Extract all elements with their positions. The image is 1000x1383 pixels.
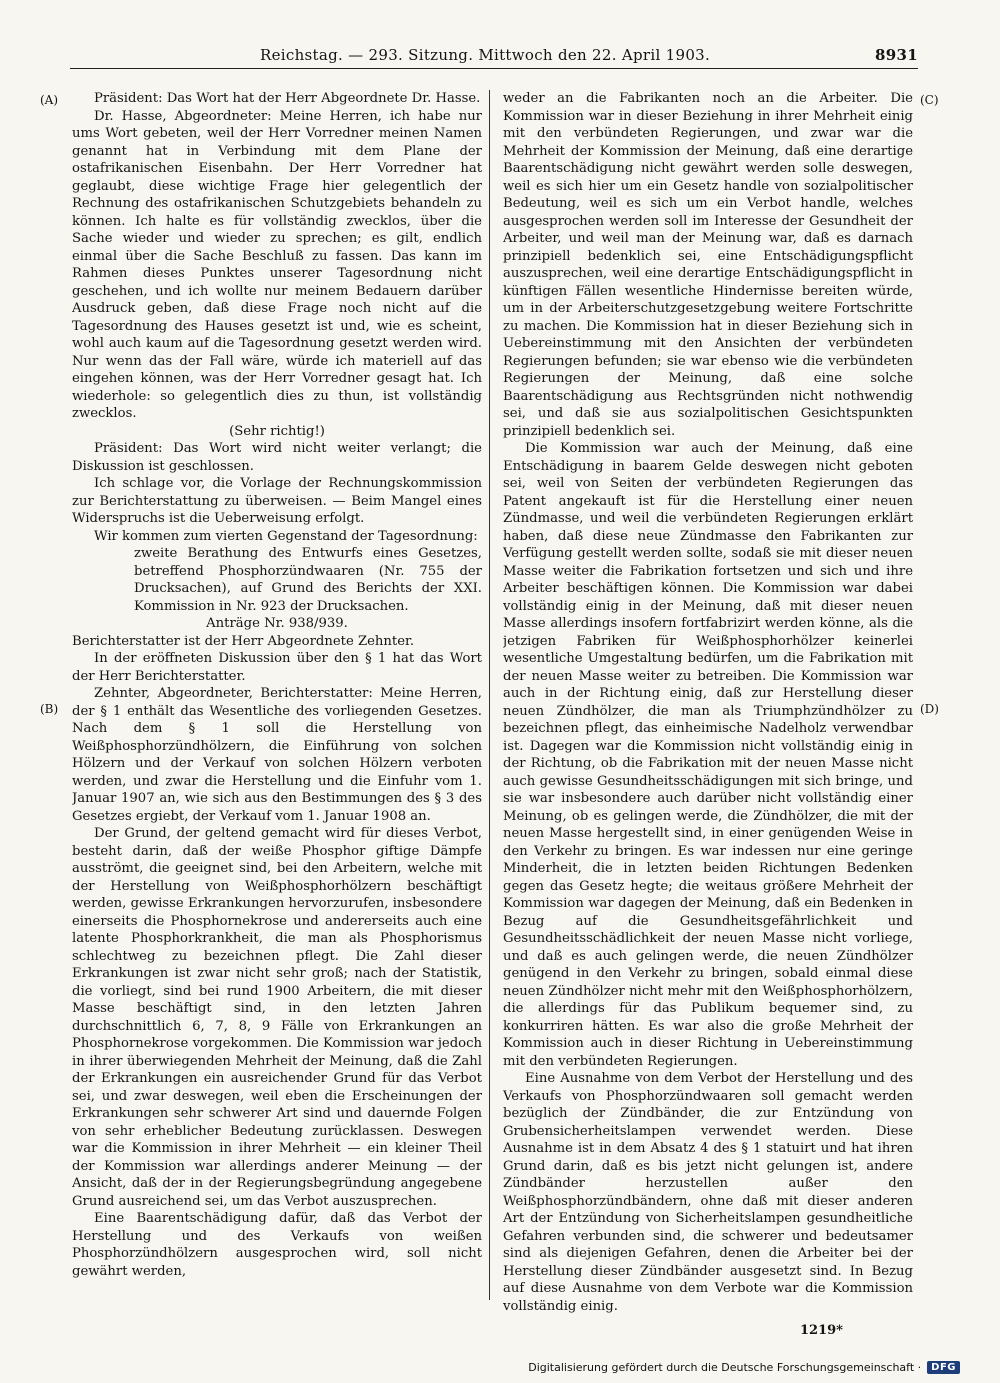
paragraph: Präsident: Das Wort wird nicht weiter verlangt; die Diskussion ist geschlossen. bbox=[72, 441, 482, 474]
signature-mark: 1219* bbox=[800, 1323, 843, 1338]
paragraph: weder an die Fabrikanten noch an die Arbeiter. Die Kommission war in dieser Beziehung in ihrer Mehrheit einig mit den verbündeten Regierungen, und zwar war die Mehrheit der Kommission der Meinung, daß eine derartige Baarentschädigung nicht gewährt werden solle deswegen, weil es sich hier um ein Gesetz handle von sozialpolitischer Bedeutung, weil es sich um ein Verbot handle, welches ausgesprochen werden soll im Interesse der Gesundheit der Arbeiter, und weil man der Meinung war, daß es darnach prinzipiell bedenklich sei, eine Entschädigungspflicht auszusprechen, weil eine derartige Entschädigungspflicht in künftigen Fällen wesentliche Hindernisse bereiten würde, um in der Arbeiterschutzgesetzgebung weitere Fortschritte zu machen. Die Kommission hat in dieser Beziehung sich in Uebereinstimmung mit den Ansichten der verbündeten Regierungen befunden; sie war ebenso wie die verbündeten Regierungen der Meinung, daß eine solche Baarentschädigung aus Rechtsgründen nicht nothwendig sei, und daß sie aus sozialpolitischen Gesichtspunkten prinzipiell bedenklich sei. bbox=[503, 91, 913, 439]
paragraph: Die Kommission war auch der Meinung, daß eine Entschädigung in baarem Gelde deswegen nicht geboten sei, weil von Seiten der verbündeten Regierungen das Patent angekauft ist für die Herstellung einer neuen Zündmasse, und weil die verbündeten Regierungen erklärt haben, daß diese neue Zündmasse den Fabrikanten zur Verfügung gestellt werden sollte, sodaß sie mit dieser neuen Masse weiter die Fabrikation fortsetzen und sich und ihre Arbeiter beschäftigen können. Die Kommission war dabei vollständig einig in der Meinung, daß mit dieser neuen Masse allerdings insofern fortfabrizirt werden könne, als die jetzigen Fabriken für Weißphosphorhölzer keinerlei wesentliche Umgestaltung bedürfen, um die Fabrikation mit der neuen Masse weiter zu betreiben. Die Kommission war auch in der Richtung einig, daß zur Herstellung dieser neuen Zündhölzer, die man als Triumphzündhölzer zu bezeichnen pflegt, das einheimische Nadelholz verwendbar ist. Dagegen war die Kommission nicht vollständig einig in der Richtung, ob die Fabrikation mit der neuen Masse nicht auch gewisse Gesundheitsschädigungen mit sich bringe, und sie war insbesondere auch darüber nicht vollständig einer Meinung, ob es gelingen werde, die Zündhölzer, die mit der neuen Masse hergestellt sind, in einer genügenden Weise in den Verkehr zu bringen. Es war indessen nur eine geringe Minderheit, die in letzten beiden Richtungen Bedenken gegen das Gesetz hegte; die weitaus größere Mehrheit der Kommission war dagegen der Meinung, daß ein Bedenken in Bezug auf die Gesundheitsgefährlichkeit und Gesundheitsschädlichkeit der neuen Masse nicht vorliege, und daß es auch gelingen werde, die neuen Zündhölzer genügend in den Verkehr zu bringen, sobald einmal diese neuen Zündhölzer nicht mehr mit den Weißphosphorhölzern, die allerdings für das Publikum bequemer sind, zu konkurriren hätten. Es war also die große Mehrheit der Kommission auch in dieser Richtung in Uebereinstimmung mit den verbündeten Regierungen. bbox=[503, 441, 913, 1069]
right-column bbox=[503, 90, 913, 1320]
paragraph: Der Grund, der geltend gemacht wird für dieses Verbot, besteht darin, daß der weiße Phosphor giftige Dämpfe ausströmt, die geeignet sind, bei den Arbeitern, welche mit der Herstellung von Weißphosphorhölzern beschäftigt werden, gewisse Erkrankungen hervorzurufen, insbesondere einerseits die Phosphornekrose und andererseits auch eine latente Phosphorkrankheit, die man als Phosphorismus schlechtweg zu bezeichnen pflegt. Die Zahl dieser Erkrankungen ist zwar nicht sehr groß; nach der Statistik, die vorliegt, sind bei rund 1900 Arbeitern, die mit dieser Masse beschäftigt sind, in den letzten Jahren durchschnittlich 6, 7, 8, 9 Fälle von Erkrankungen an Phosphornekrose vorgekommen. Die Kommission war jedoch in ihrer überwiegenden Mehrheit der Meinung, daß die Zahl der Erkrankungen ein ausreichender Grund für das Verbot sei, und zwar deswegen, weil eben die Erscheinungen der Erkrankungen sehr schwerer Art sind und dauernde Folgen von sehr erheblicher Bedeutung zurücklassen. Deswegen war die Kommission in ihrer Mehrheit — ein kleiner Theil der Kommission war allerdings anderer Meinung — der Ansicht, daß der in der Regierungsbegründung angegebene Grund ausreichend sei, um das Verbot auszusprechen. bbox=[72, 826, 482, 1209]
paragraph: Anträge Nr. 938/939. bbox=[206, 616, 348, 631]
paragraph: Eine Baarentschädigung dafür, daß das Verbot der Herstellung und des Verkaufs von weißen Phosphorzündhölzern ausgesprochen wird, soll nicht gewährt werden, bbox=[72, 1211, 482, 1279]
margin-letter-a: (A) bbox=[40, 93, 59, 107]
paragraph: Berichterstatter ist der Herr Abgeordnete Zehnter. bbox=[72, 633, 415, 649]
paragraph: Ich schlage vor, die Vorlage der Rechnungskommission zur Berichterstattung zu überweisen. — Beim Mangel eines Widerspruchs ist die Ueberweisung erfolgt. bbox=[72, 476, 482, 526]
paragraph: Wir kommen zum vierten Gegenstand der Tagesordnung: bbox=[94, 528, 478, 544]
paragraph: In der eröffneten Diskussion über den § 1 hat das Wort der Herr Berichterstatter. bbox=[72, 651, 482, 684]
column-divider bbox=[489, 90, 490, 1300]
paragraph: (Sehr richtig!) bbox=[229, 423, 325, 439]
paragraph: Eine Ausnahme von dem Verbot der Herstellung und des Verkaufs von Phosphorzündwaaren soll gemacht werden bezüglich der Zündbänder, die zur Entzündung von Grubensicherheitslampen verwendet werden. Diese Ausnahme ist in dem Absatz 4 des § 1 statuirt und hat ihren Grund darin, daß es bis jetzt nicht gelungen ist, andere Zündbänder herzustellen außer den Weißphosphorzündbändern, ohne daß mit dieser anderen Art der Entzündung von Sicherheitslampen gesundheitliche Gefahren verbunden sind, die schwerer und bedeutsamer sind als diejenigen Gefahren, denen die Arbeiter bei der Herstellung dieser Zündbänder ausgesetzt sind. In Bezug auf diese Ausnahme von dem Verbote war die Kommission vollständig einig. bbox=[503, 1071, 913, 1314]
page-header bbox=[70, 44, 918, 69]
running-title: Reichstag. — 293. Sitzung. Mittwoch den 22. April 1903. bbox=[260, 46, 711, 64]
margin-letter-b: (B) bbox=[40, 702, 59, 716]
footer bbox=[528, 1361, 960, 1374]
paragraph: Präsident: Das Wort hat der Herr Abgeordnete Dr. Hasse. bbox=[94, 91, 481, 106]
footer-credit: Digitalisierung gefördert durch die Deutsche Forschungsgemeinschaft · bbox=[528, 1361, 922, 1374]
paragraph: zweite Berathung des Entwurfs eines Gesetzes, betreffend Phosphorzündwaaren (Nr. 755 der Drucksachen), auf Grund des Berichts der XXI. Kommission in Nr. 923 der Drucksachen. bbox=[134, 546, 482, 614]
dfg-logo: DFG bbox=[927, 1361, 960, 1374]
page-number: 8931 bbox=[875, 46, 918, 64]
margin-letter-c: (C) bbox=[920, 93, 939, 107]
paragraph: Dr. Hasse, Abgeordneter: Meine Herren, ich habe nur ums Wort gebeten, weil der Herr Vorredner meinen Namen genannt hat in Verbindung mit dem Plane der ostafrikanischen Eisenbahn. Der Herr Vorredner hat geglaubt, diese wichtige Frage hier gelegentlich der Rechnung des ostafrikanischen Schutzgebiets behandeln zu können. Ich halte es für vollständig zwecklos, über die Sache wieder und wieder zu sprechen; es gilt, endlich einmal über die Sache Beschluß zu fassen. Das kann im Rahmen dieses Punktes unserer Tagesordnung nicht geschehen, und ich wollte nur meinem Bedauern darüber Ausdruck geben, daß diese Frage noch nicht auf die Tagesordnung des Hauses gesetzt ist und, wie es scheint, wohl auch kaum auf die Tagesordnung gesetzt werden wird. Nur wenn das der Fall wäre, würde ich materiell auf das eingehen können, was der Herr Vorredner gesagt hat. Ich wiederhole: so gelegentlich dies zu thun, ist vollständig zwecklos. bbox=[72, 108, 482, 421]
margin-letter-d: (D) bbox=[920, 702, 939, 716]
left-column bbox=[72, 90, 482, 1320]
paragraph: Zehnter, Abgeordneter, Berichterstatter: Meine Herren, der § 1 enthält das Wesentliche des vorliegenden Gesetzes. Nach dem § 1 soll die Herstellung von Weißphosphorzündhölzern, die Einführung von solchen Hölzern und der Verkauf von solchen Hölzern verboten werden, und zwar die Herstellung und die Einfuhr vom 1. Januar 1907 an, wie sich aus den Bestimmungen des § 3 des Gesetzes ergiebt, der Verkauf vom 1. Januar 1908 an. bbox=[72, 686, 482, 824]
